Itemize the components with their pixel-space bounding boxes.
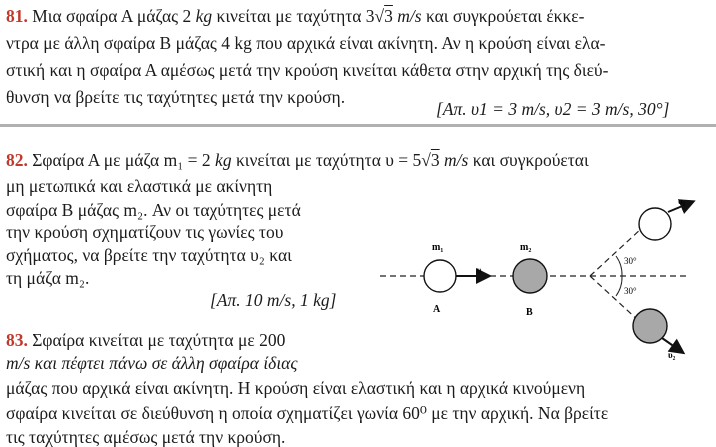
label-m2: m₂: [520, 242, 532, 253]
angle-label-bottom: 30°: [624, 286, 637, 296]
sqrt-sign: √: [374, 6, 385, 26]
p81-line-3: στική και η σφαίρα Α αμέσως μετά την κρούση κινείται κάθετα στην αρχική της διεύ-: [6, 60, 609, 80]
sphere-a: [424, 260, 456, 292]
label-m1: m₁: [432, 242, 444, 253]
label-b: B: [526, 307, 533, 318]
path-upper: [590, 228, 642, 276]
p82-line-6: τη μάζα m₂.: [6, 268, 90, 288]
p82-line-3: σφαίρα Β μάζας m₂. Αν οι ταχύτητες μετά: [6, 200, 301, 220]
label-u: υ: [477, 265, 482, 275]
p81-line-4: θυνση να βρείτε τις ταχύτητες μετά την κρούση.: [6, 87, 346, 107]
collision-diagram: [360, 190, 700, 360]
p81-line-1: 81. Μια σφαίρα Α μάζας 2 kg κινείται με ταχύτητα 3√3 m/s και συγκρούεται έκκε-: [6, 6, 585, 26]
sqrt-sign: √: [421, 150, 431, 170]
p81-line-2: ντρα με άλλη σφαίρα Β μάζας 4 kg που αρχικά είναι ακίνητη. Αν η κρούση είναι ελα-: [6, 33, 606, 53]
problem-number-81: 81.: [6, 6, 28, 26]
sphere-a-after: [639, 208, 671, 240]
section-divider: [0, 124, 716, 127]
p83-line-3: μάζας που αρχικά είναι ακίνητη. Η κρούση είναι ελαστική και η αρχικά κινούμενη: [6, 378, 586, 398]
label-a: A: [433, 304, 441, 315]
p83-line-1: 83. Σφαίρα κινείται με ταχύτητα με 200: [6, 330, 286, 350]
p82-answer: [Απ. 10 m/s, 1 kg]: [210, 290, 337, 310]
p81-answer: [Απ. υ1 = 3 m/s, υ2 = 3 m/s, 30°]: [436, 99, 670, 119]
p82-line-2: μη μετωπικά και ελαστικά με ακίνητη: [6, 176, 273, 196]
angle-label-top: 30°: [624, 256, 637, 266]
problem-number-82: 82.: [6, 150, 28, 170]
problem-number-83: 83.: [6, 330, 28, 350]
p83-line-2: m/s και πέφτει πάνω σε άλλη σφαίρα ίδιας: [6, 353, 298, 373]
path-lower: [590, 276, 640, 322]
angle-arc-top: [616, 256, 622, 276]
p82-line-5: σχήματος, να βρείτε την ταχύτητα υ₂ και: [6, 245, 292, 265]
p83-line-4: σφαίρα κινείται σε διεύθυνση η οποία σχηματίζει γωνία 60⁰ με την αρχική. Να βρείτε: [6, 403, 609, 423]
sphere-b: [513, 259, 547, 293]
p82-line-1: 82. Σφαίρα Α με μάζα m₁ = 2 kg κινείται με ταχύτητα υ = 5√3 m/s και συγκρούεται: [6, 150, 589, 170]
sphere-b-after: [633, 309, 667, 343]
angle-arc-bottom: [616, 276, 622, 296]
label-u1: υ₁: [678, 196, 686, 206]
p82-line-4: την κρούση σχηματίζουν τις γωνίες του: [6, 222, 284, 242]
p83-line-5: τις ταχύτητες αμέσως μετά την κρούση.: [6, 427, 286, 447]
label-u2: υ₂: [668, 350, 676, 360]
